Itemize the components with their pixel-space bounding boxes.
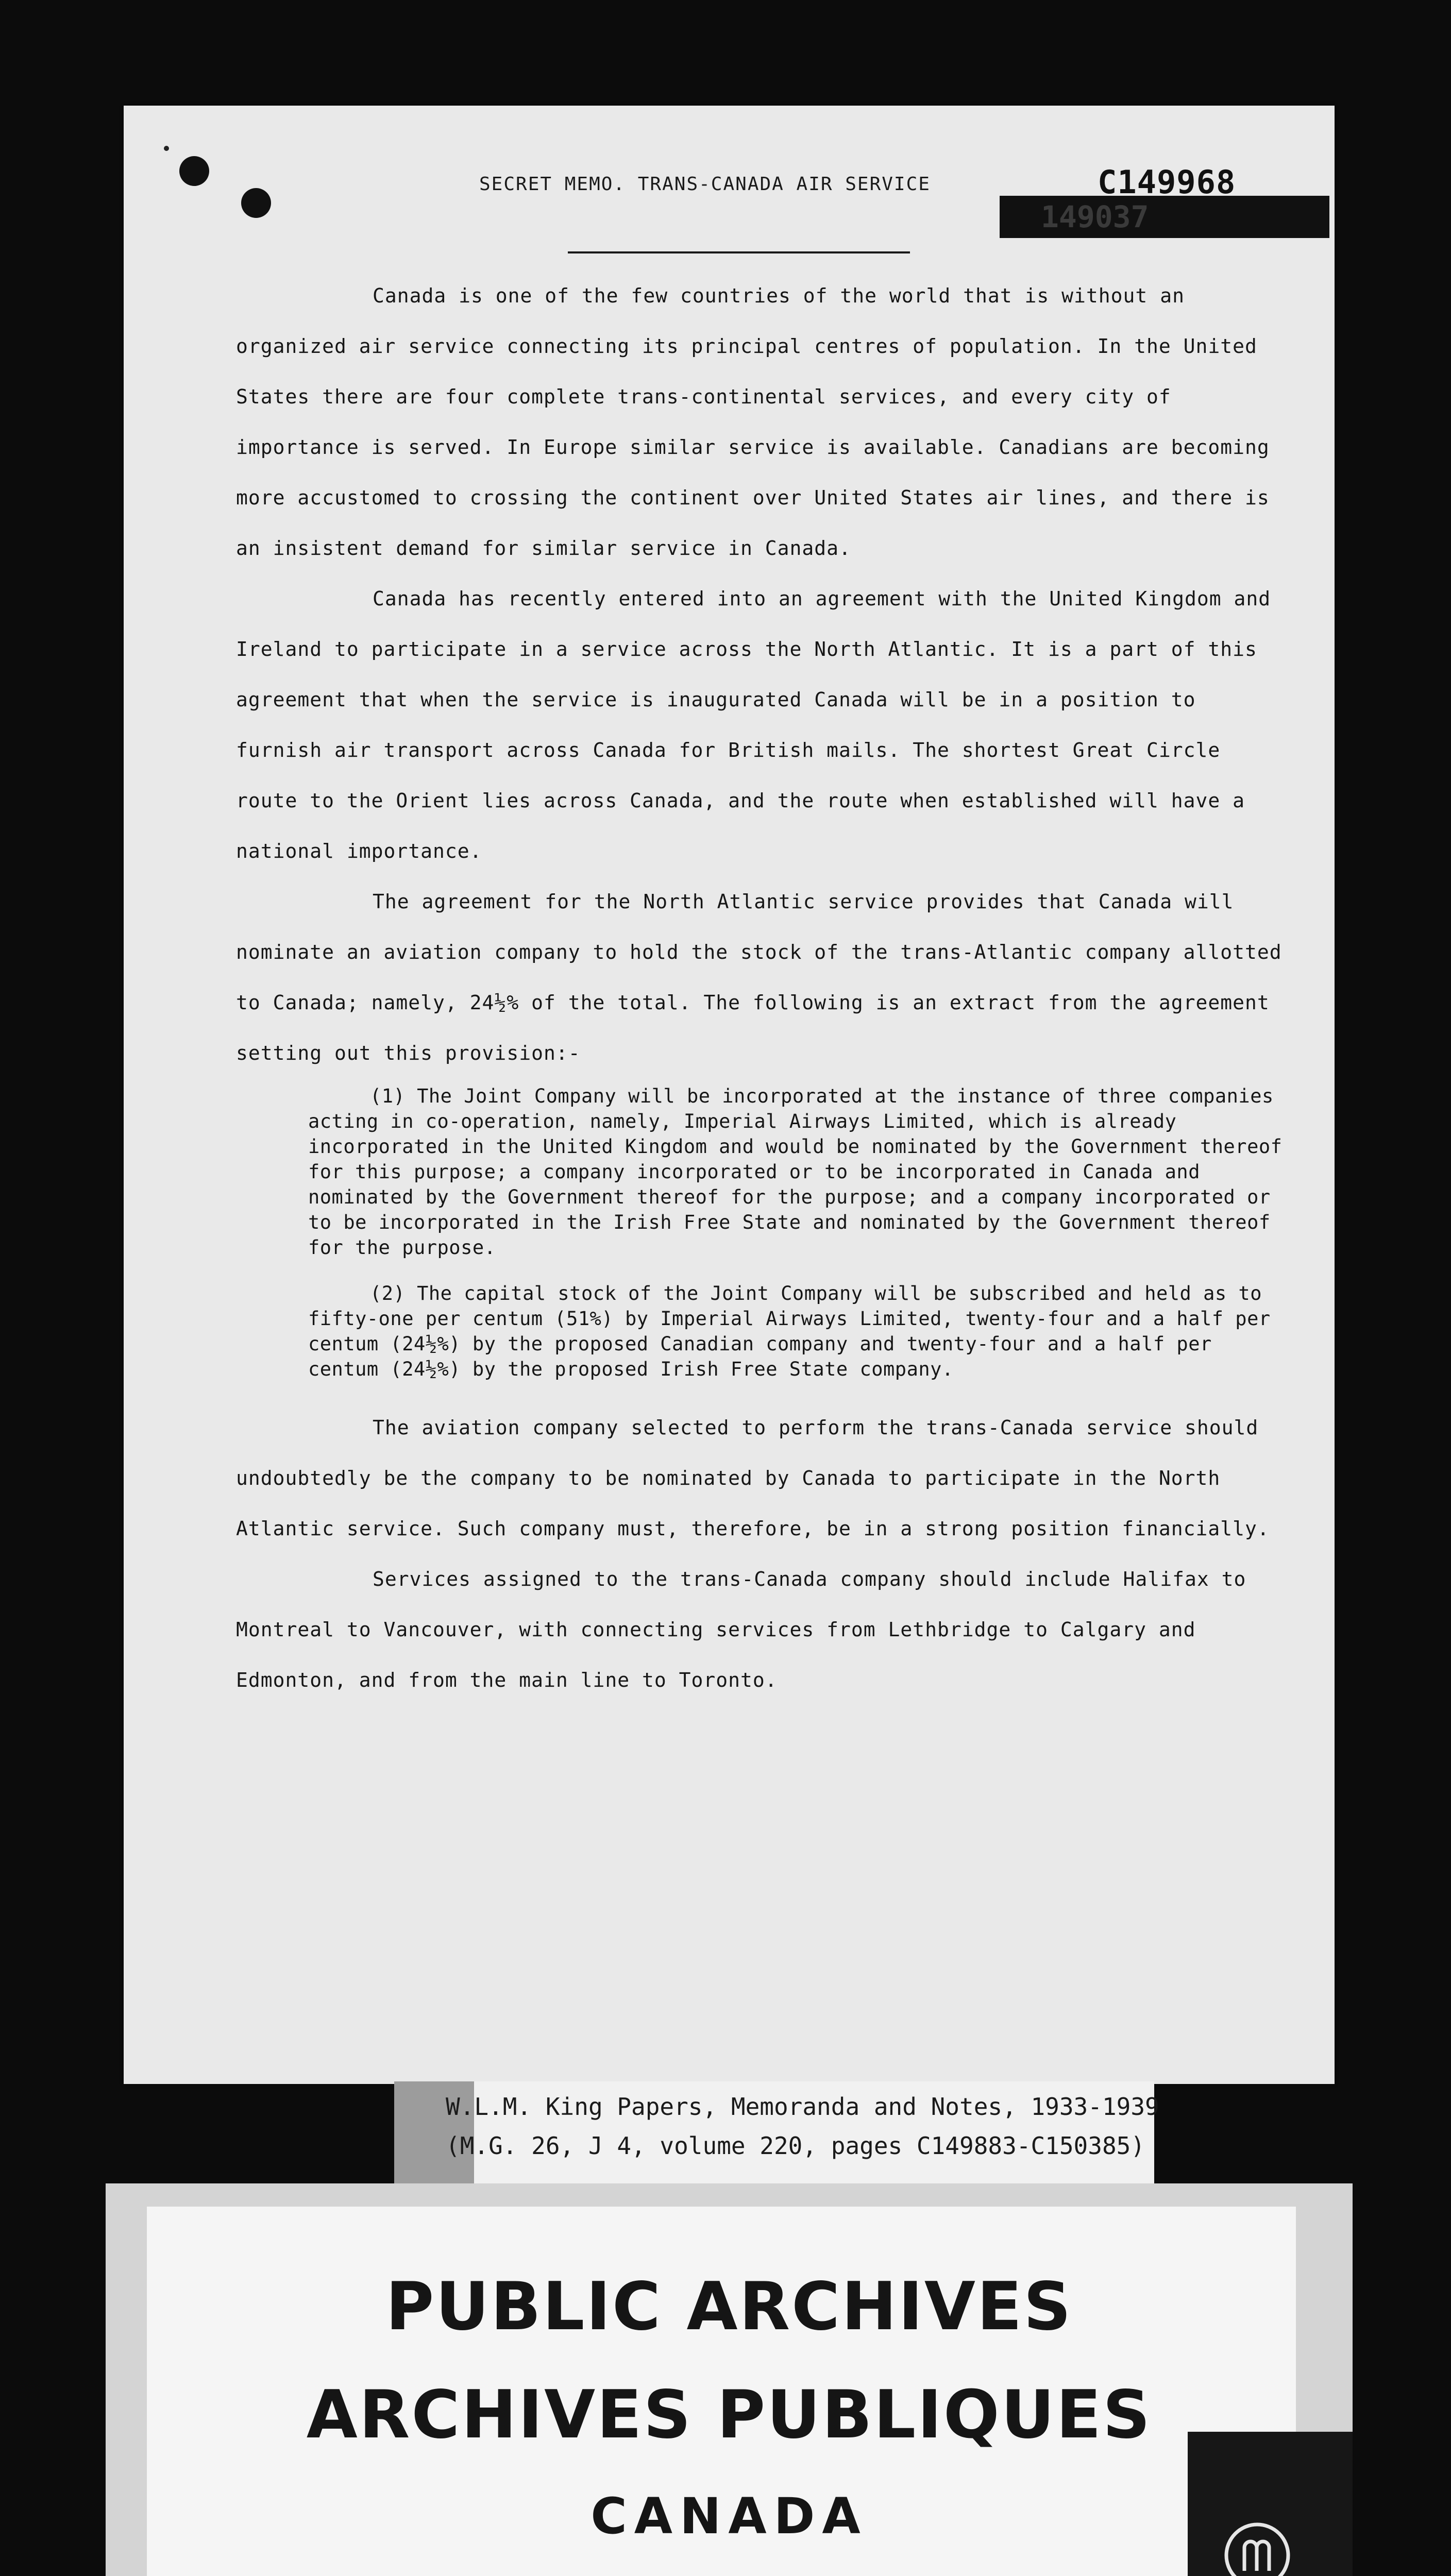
punch-hole [241, 188, 271, 218]
punch-mark [164, 146, 169, 151]
paragraph: The agreement for the North Atlantic service provides that Canada will nominate an aviation company to hold the stock of the trans-Atlantic company allotted to Canada; namely, 24½% of the total. The following is an extract from the agreement setting out this provision:- [236, 890, 1282, 1064]
archives-title-fr: ARCHIVES PUBLIQUES [306, 2377, 1152, 2453]
paragraph: Canada is one of the few countries of the world that is without an organized air service connecting its principal centres of population. In the United States there are four complete trans-continental services, and every city of importance is served. In Europe similar service is available. Canadians are becoming more accustomed to crossing the continent over United States air lines, and there is an insistent demand for similar service in Canada. [236, 284, 1270, 560]
memo-body [236, 270, 1292, 1705]
citation-line: W.L.M. King Papers, Memoranda and Notes, 1933-1939 [446, 2093, 1159, 2121]
header-rule [568, 251, 910, 253]
archives-country: CANADA [590, 2487, 868, 2545]
archives-title-en: PUBLIC ARCHIVES [385, 2268, 1073, 2345]
logo-block [1188, 2432, 1353, 2576]
agreement-quote: (1) The Joint Company will be incorporated at the instance of three companies acting in co-operation, namely, Imperial Airways Limited, which is already incorporated in the United Kingdom and would be nominated by the Government thereof for this purpose; a company incorporated or to be incorporated in Canada and nominated by the Government thereof for the purpose; and a company incorporated or to be incorporated in the Irish Free State and nominated by the Government thereof for the purpose. [308, 1085, 1283, 1259]
archives-card [106, 2183, 1353, 2576]
reference-code: C149968 [1098, 163, 1236, 201]
archives-logo-icon [1221, 2519, 1293, 2576]
paragraph: The aviation company selected to perform the trans-Canada service should undoubtedly be the company to be nominated by Canada to participate in the North Atlantic service. Such company must, therefore, be in a strong position financially. [236, 1416, 1270, 1540]
punch-hole [179, 156, 209, 186]
paragraph: Canada has recently entered into an agreement with the United Kingdom and Ireland to participate in a service across the North Atlantic. It is a part of this agreement that when the service is inaugurated Canada will be in a position to furnish air transport across Canada for British mails. The shortest Great Circle route to the Orient lies across Canada, and the route when established will have a national importance. [236, 587, 1271, 862]
citation-strip [394, 2081, 1159, 2187]
memo-page [124, 106, 1335, 2084]
citation-line: (M.G. 26, J 4, volume 220, pages C149883-C150385) [446, 2132, 1145, 2160]
paragraph: Services assigned to the trans-Canada company should include Halifax to Montreal to Vancouver, with connecting services from Lethbridge to Calgary and Edmonton, and from the main line to Toronto. [236, 1568, 1246, 1691]
struck-code: 149037 [1041, 199, 1149, 234]
agreement-quote: (2) The capital stock of the Joint Company will be subscribed and held as to fifty-one per centum (51%) by Imperial Airways Limited, twenty-four and a half per centum (24½%) by the proposed Canadian company and twenty-four and a half per centum (24½%) by the proposed Irish Free State company. [308, 1282, 1271, 1380]
memo-header: SECRET MEMO. TRANS-CANADA AIR SERVICE [479, 174, 931, 195]
